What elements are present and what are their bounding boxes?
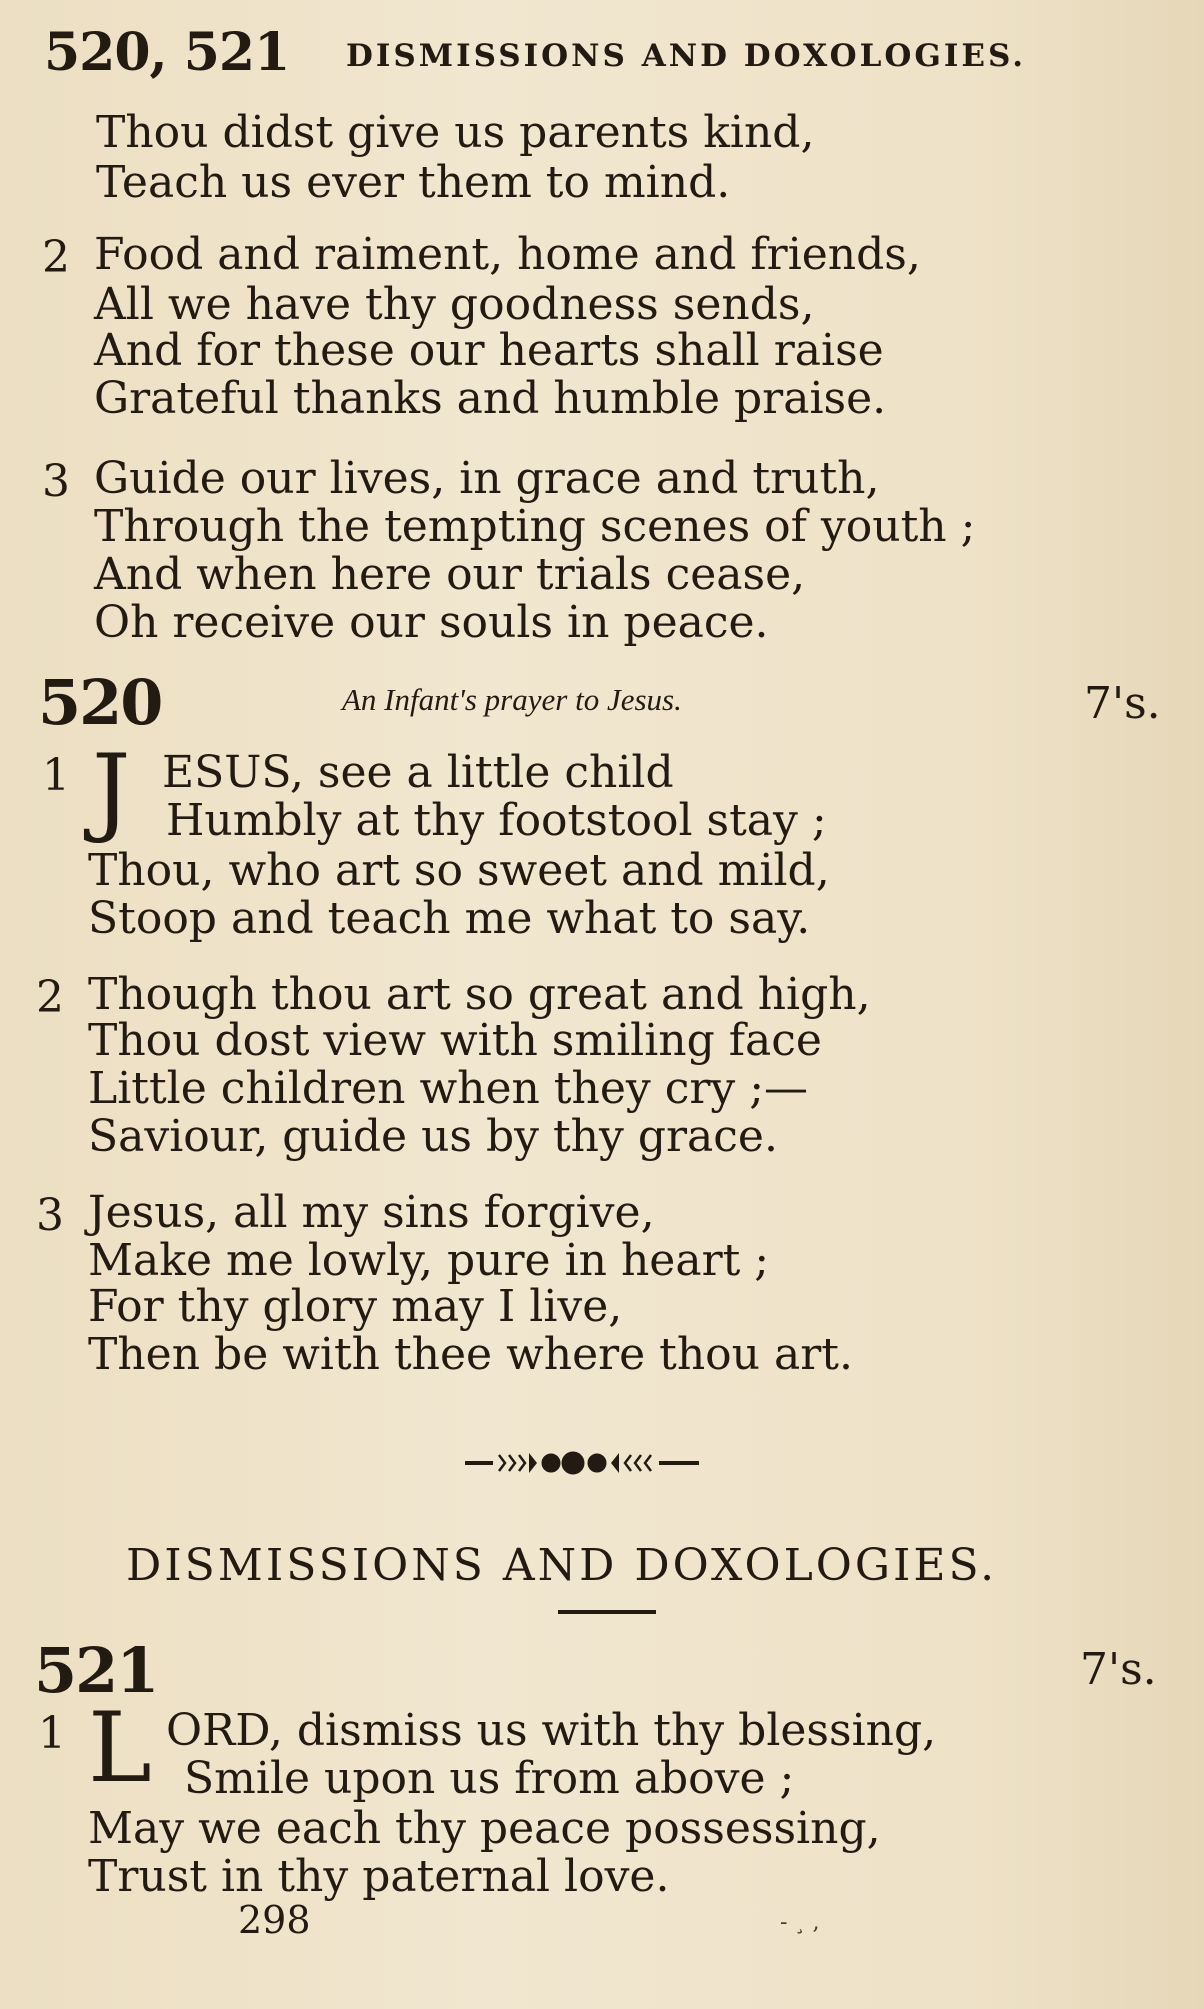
verse-line: Through the tempting scenes of youth ; [94, 501, 976, 552]
verse-line: Thou dost view with smiling face [88, 1015, 822, 1066]
drop-cap: J [92, 734, 131, 846]
verse-line: And when here our trials cease, [94, 549, 806, 600]
verse-line: Saviour, guide us by thy grace. [88, 1111, 778, 1162]
verse-line: Stoop and teach me what to say. [88, 893, 811, 944]
ornament-divider [465, 1443, 735, 1483]
verse-line: Thou, who art so sweet and mild, [88, 845, 830, 896]
stanza-number: 1 [42, 750, 70, 801]
verse-line: Little children when they cry ;— [88, 1063, 809, 1114]
page-number: 298 [238, 1898, 311, 1942]
verse-line: Thou didst give us parents kind, [96, 107, 815, 158]
verse-line: Teach us ever them to mind. [96, 157, 731, 208]
hymn-meter: 7's. [1084, 678, 1161, 729]
verse-line: All we have thy goodness sends, [94, 279, 815, 330]
stanza-number: 2 [42, 232, 70, 283]
verse-line: Humbly at thy footstool stay ; [166, 795, 827, 846]
verse-line: Make me lowly, pure in heart ; [88, 1235, 770, 1286]
verse-line: Then be with thee where thou art. [88, 1329, 853, 1380]
stanza-number: 3 [42, 456, 70, 507]
running-head-title: DISMISSIONS AND DOXOLOGIES. [346, 38, 1027, 74]
verse-line: Food and raiment, home and friends, [94, 229, 921, 280]
verse-line: Trust in thy paternal love. [88, 1851, 670, 1902]
stanza-number: 3 [36, 1190, 64, 1241]
print-artifact: ‑ ¸ ‚ [780, 1910, 820, 1935]
verse-line: Guide our lives, in grace and truth, [94, 453, 880, 504]
verse-line: ESUS, see a little child [162, 747, 674, 798]
verse-line: Oh receive our souls in peace. [94, 597, 769, 648]
hymn-subtitle: An Infant's prayer to Jesus. [342, 682, 682, 717]
verse-line: May we each thy peace possessing, [88, 1803, 881, 1854]
verse-line: Jesus, all my sins forgive, [88, 1187, 655, 1238]
verse-line: ORD, dismiss us with thy blessing, [166, 1705, 937, 1756]
short-rule [558, 1610, 656, 1614]
verse-line: Smile upon us from above ; [184, 1753, 795, 1804]
running-head-numbers: 520, 521 [44, 22, 290, 83]
hymn-meter: 7's. [1080, 1644, 1157, 1695]
verse-line: For thy glory may I live, [88, 1281, 623, 1332]
section-title: DISMISSIONS AND DOXOLOGIES. [126, 1540, 998, 1591]
hymn-number: 521 [34, 1634, 158, 1707]
drop-cap: L [88, 1692, 152, 1804]
verse-line: Though thou art so great and high, [88, 969, 871, 1020]
verse-line: And for these our hearts shall raise [94, 325, 884, 376]
stanza-number: 2 [36, 972, 64, 1023]
stanza-number: 1 [38, 1708, 66, 1759]
verse-line: Grateful thanks and humble praise. [94, 373, 887, 424]
hymn-number: 520 [38, 666, 162, 739]
